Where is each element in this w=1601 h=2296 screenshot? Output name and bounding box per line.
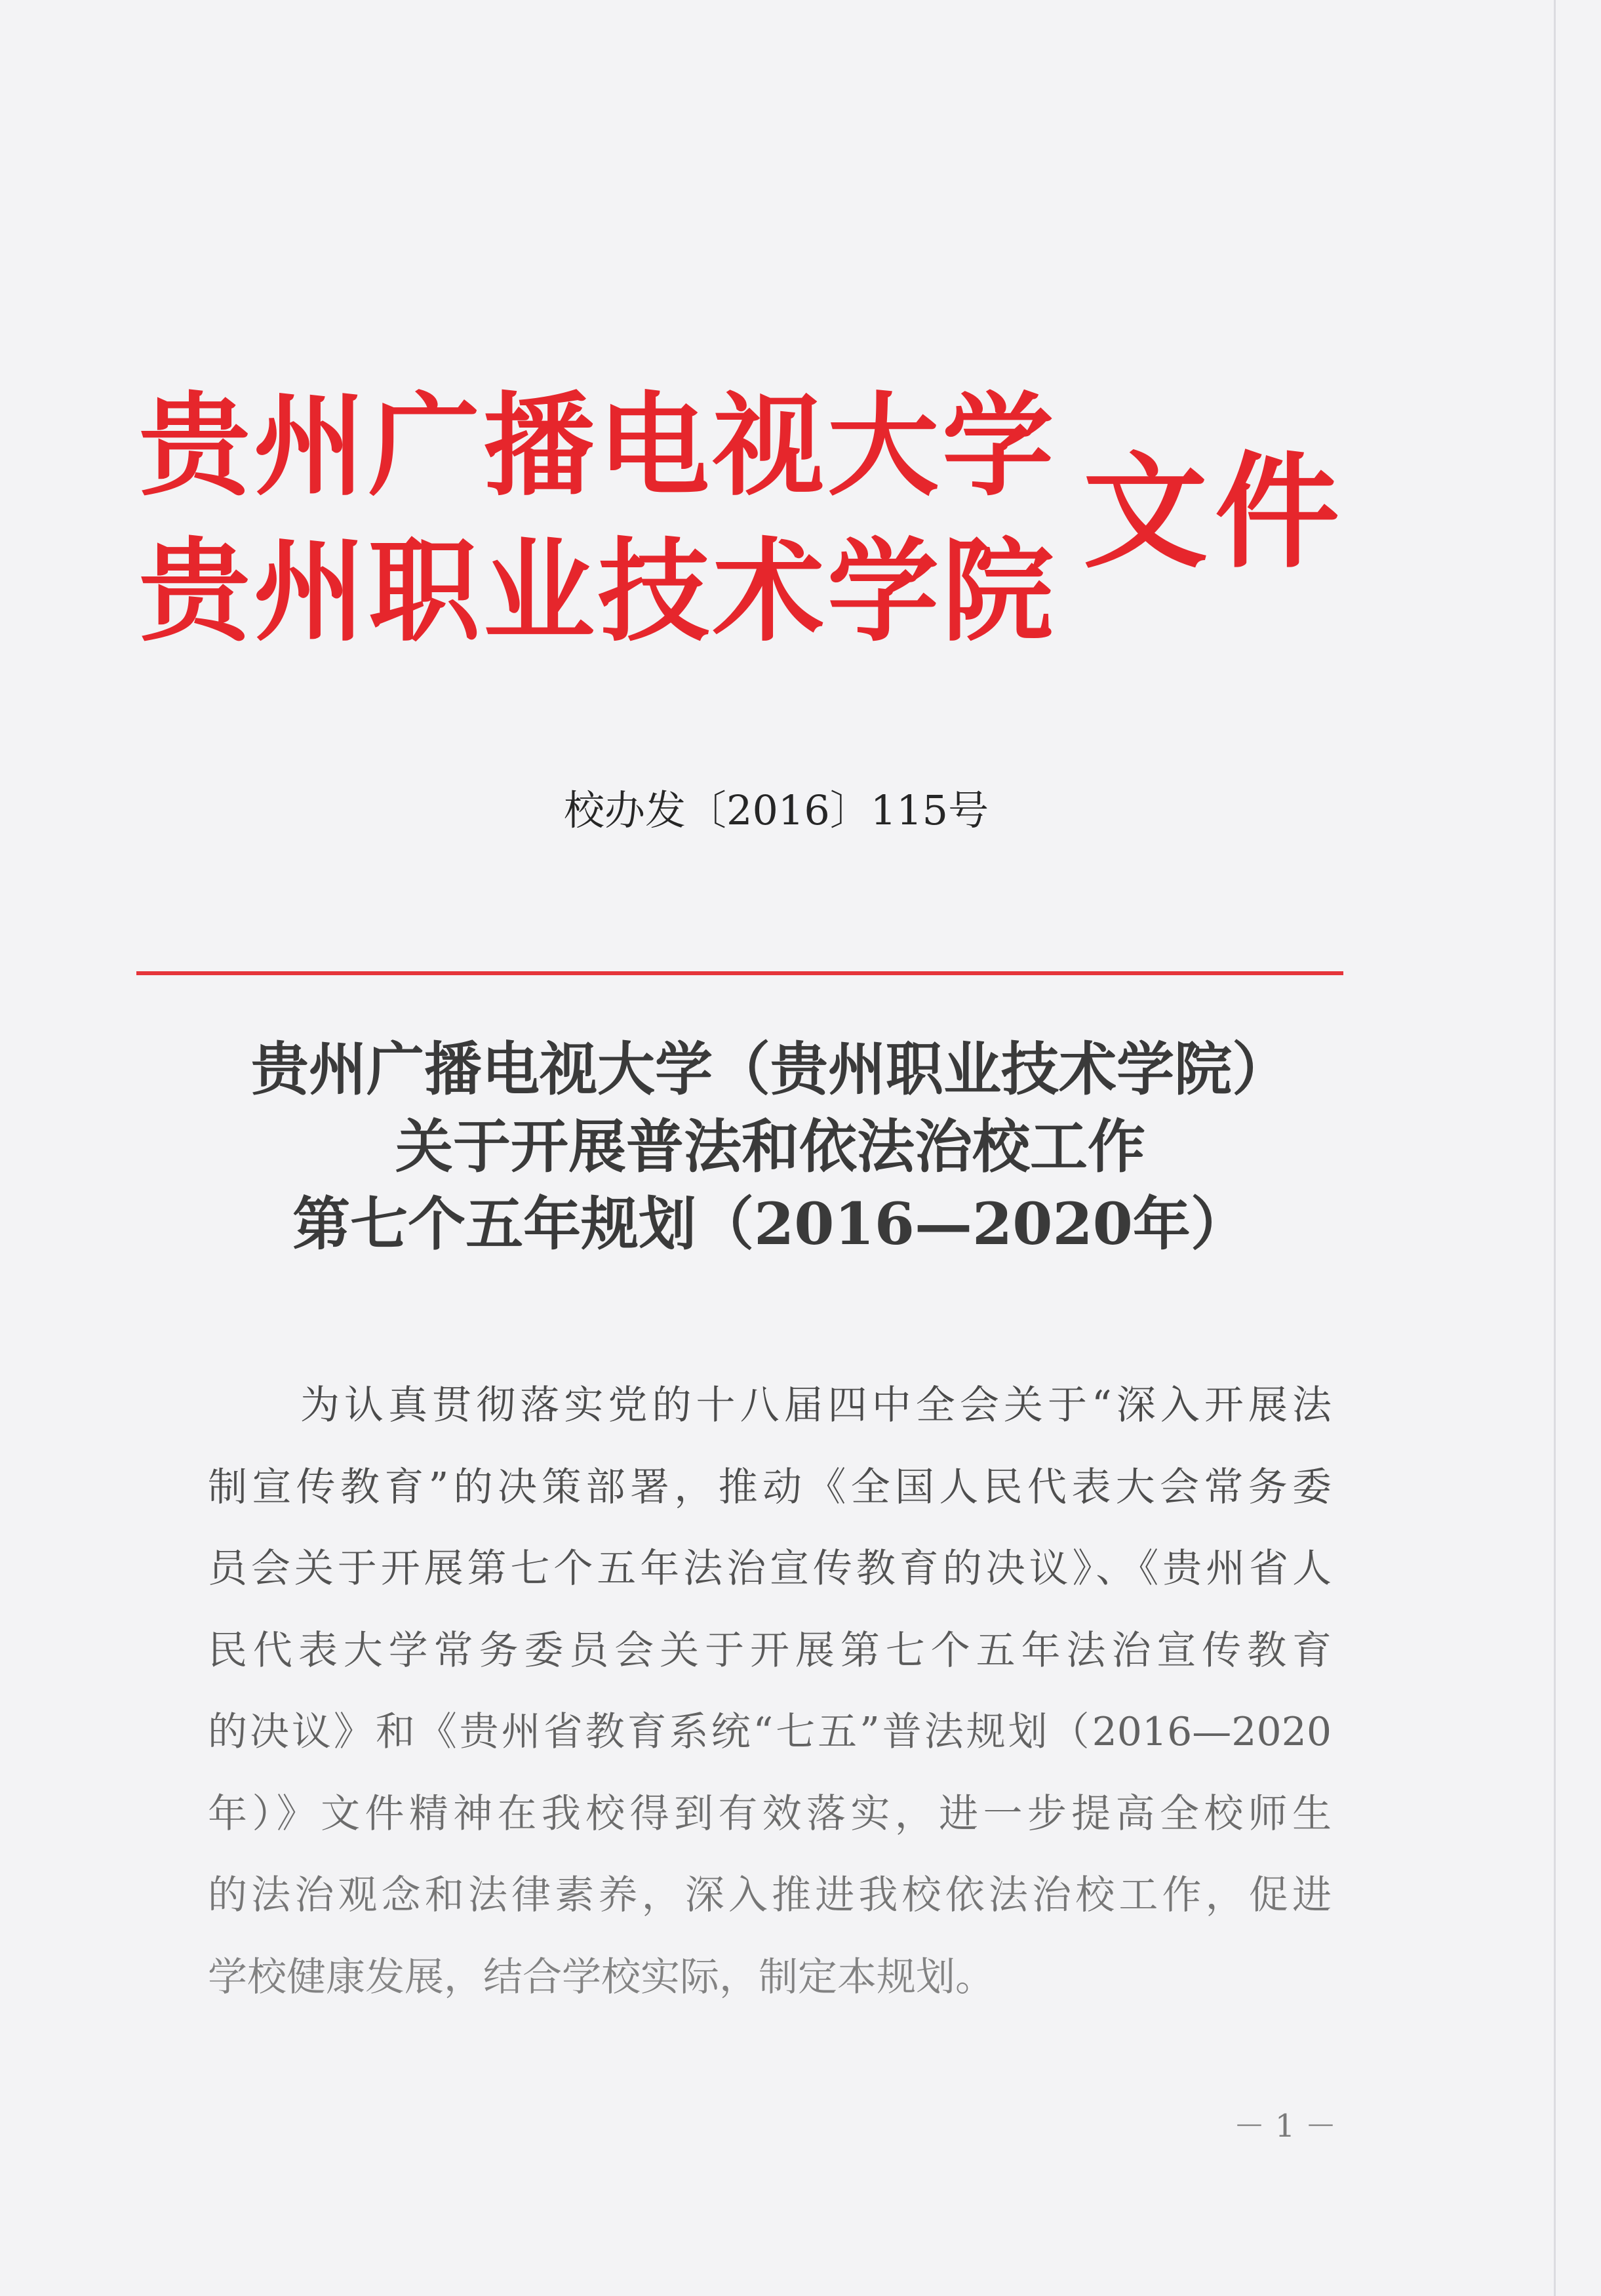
body-line: 员会关于开展第七个五年法治宣传教育的决议》、《贵州省人: [208, 1546, 1332, 1592]
body-line: 的法治观念和法律素养，深入推进我校依法治校工作，促进: [208, 1872, 1332, 1918]
red-separator-rule: [136, 971, 1343, 975]
scan-edge: [1554, 0, 1556, 2296]
body-line: 学校健康发展，结合学校实际，制定本规划。: [208, 1954, 995, 2000]
body-line: 年）》文件精神在我校得到有效落实，进一步提高全校师生: [208, 1790, 1332, 1837]
body-line: 为认真贯彻落实党的十八届四中全会关于“深入开展法: [300, 1382, 1332, 1428]
document-title-line-2: 关于开展普法和依法治校工作: [395, 1112, 1145, 1180]
issuer-name-line-1: 贵州广播电视大学: [139, 387, 1054, 505]
body-line: 制宣传教育”的决策部署，推动《全国人民代表大会常务委: [208, 1464, 1332, 1510]
document-title-line-1: 贵州广播电视大学（贵州职业技术学院）: [250, 1035, 1290, 1103]
body-line: 的决议》和《贵州省教育系统“七五”普法规划（2016—2020: [208, 1709, 1332, 1755]
document-title-line-3: 第七个五年规划（2016—2020年）: [292, 1190, 1248, 1258]
document-number: 校办发〔2016〕115号: [564, 786, 989, 834]
body-line: 民代表大学常务委员会关于开展第七个五年法治宣传教育: [208, 1627, 1332, 1674]
page-number: － 1 －: [1233, 2108, 1337, 2145]
body-paragraph: [208, 1365, 1332, 2018]
issuer-name-line-2: 贵州职业技术学院: [139, 533, 1054, 651]
document-type-label: 文件: [1083, 445, 1339, 579]
